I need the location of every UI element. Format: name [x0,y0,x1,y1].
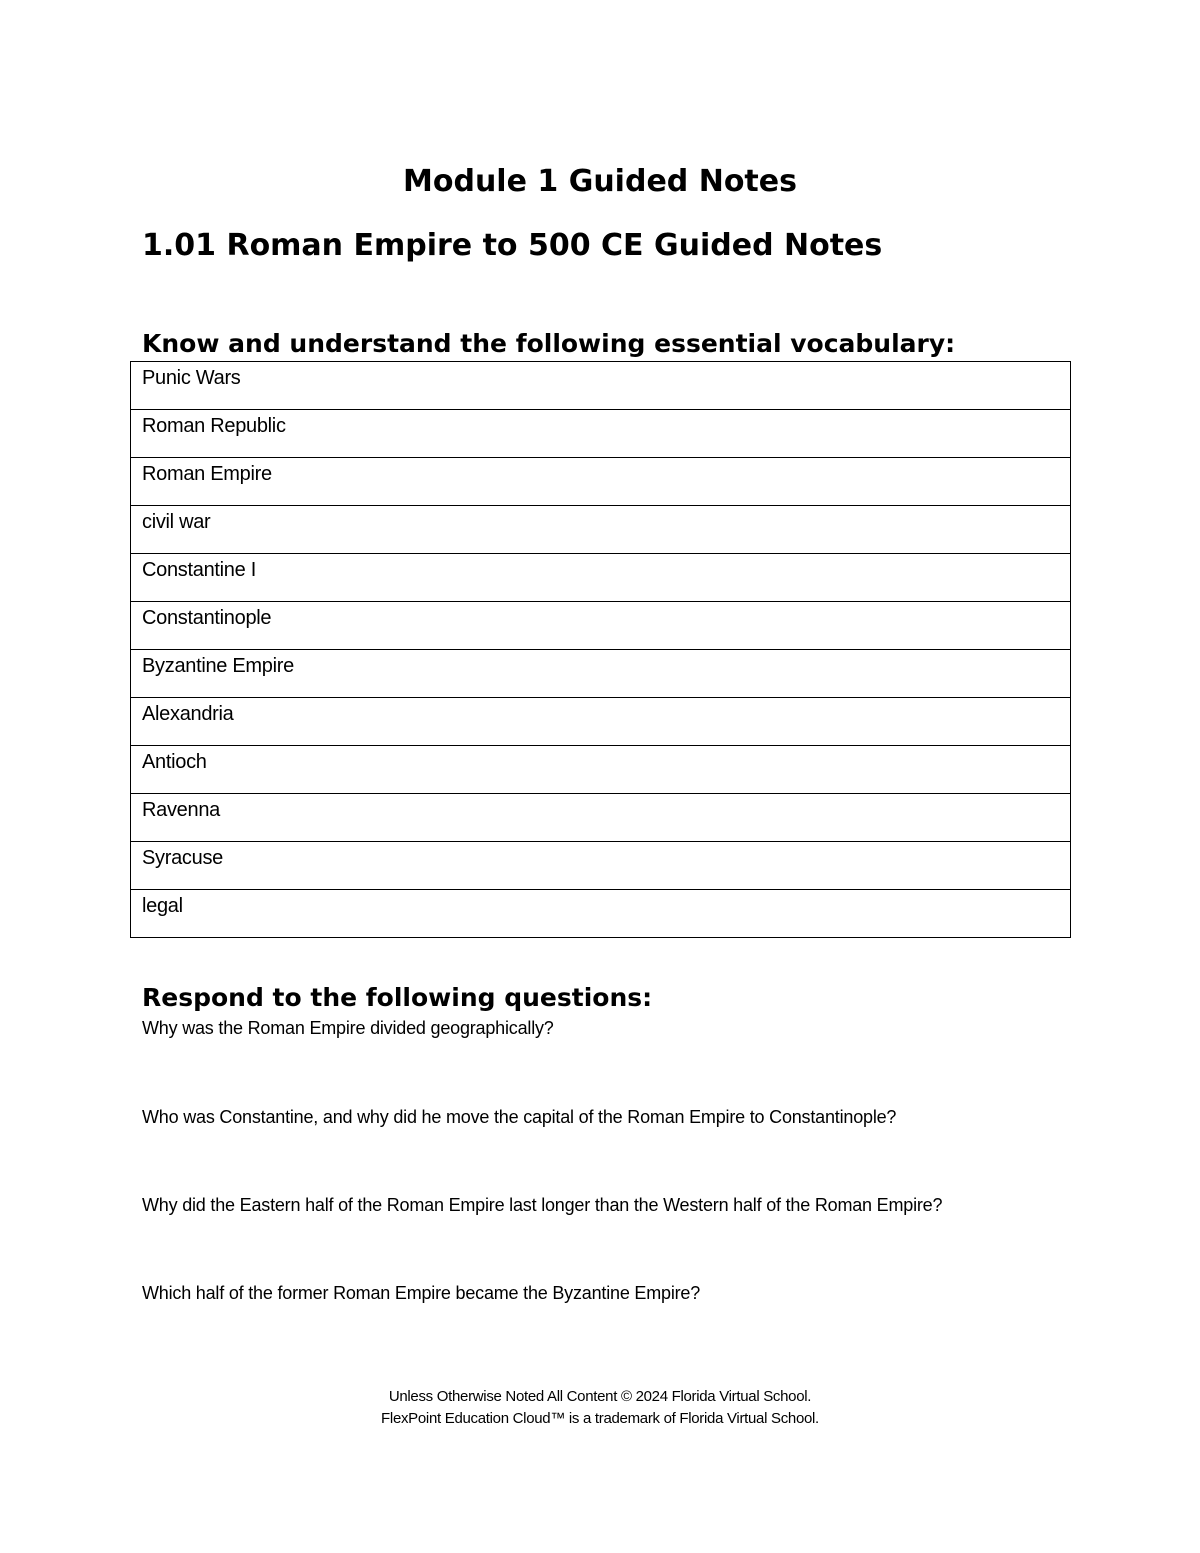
vocabulary-row [131,650,1071,698]
vocabulary-term: legal [131,890,1071,938]
vocabulary-row [131,554,1071,602]
module-title: Module 1 Guided Notes [403,164,797,199]
vocabulary-term: civil war [131,506,1071,554]
trademark-notice: FlexPoint Education Cloud™ is a trademark of Florida Virtual School. [381,1410,819,1427]
vocabulary-row [131,362,1071,410]
question-3: Why did the Eastern half of the Roman Empire last longer than the Western half of the Roman Empire? [142,1195,943,1215]
vocabulary-row [131,410,1071,458]
vocabulary-row [131,794,1071,842]
vocabulary-term: Ravenna [131,794,1071,842]
vocabulary-heading: Know and understand the following essential vocabulary: [142,329,956,358]
vocabulary-row [131,602,1071,650]
vocabulary-term: Alexandria [131,698,1071,746]
vocabulary-table [130,361,1071,938]
vocabulary-term: Constantine I [131,554,1071,602]
vocabulary-row [131,746,1071,794]
vocabulary-term: Roman Empire [131,458,1071,506]
vocabulary-row [131,890,1071,938]
vocabulary-term: Constantinople [131,602,1071,650]
question-1: Why was the Roman Empire divided geographically? [142,1018,554,1038]
vocabulary-term: Byzantine Empire [131,650,1071,698]
question-2: Who was Constantine, and why did he move the capital of the Roman Empire to Constantinople? [142,1107,897,1127]
copyright-notice: Unless Otherwise Noted All Content © 2024 Florida Virtual School. [388,1388,812,1405]
vocabulary-row [131,458,1071,506]
vocabulary-row [131,506,1071,554]
vocabulary-term: Syracuse [131,842,1071,890]
vocabulary-term: Antioch [131,746,1071,794]
vocabulary-row [131,842,1071,890]
lesson-title: 1.01 Roman Empire to 500 CE Guided Notes [142,228,883,263]
vocabulary-row [131,698,1071,746]
vocabulary-term: Roman Republic [131,410,1071,458]
questions-heading: Respond to the following questions: [142,983,653,1012]
vocabulary-term: Punic Wars [131,362,1071,410]
page-footer [0,1386,1200,1430]
question-4: Which half of the former Roman Empire became the Byzantine Empire? [142,1283,701,1303]
